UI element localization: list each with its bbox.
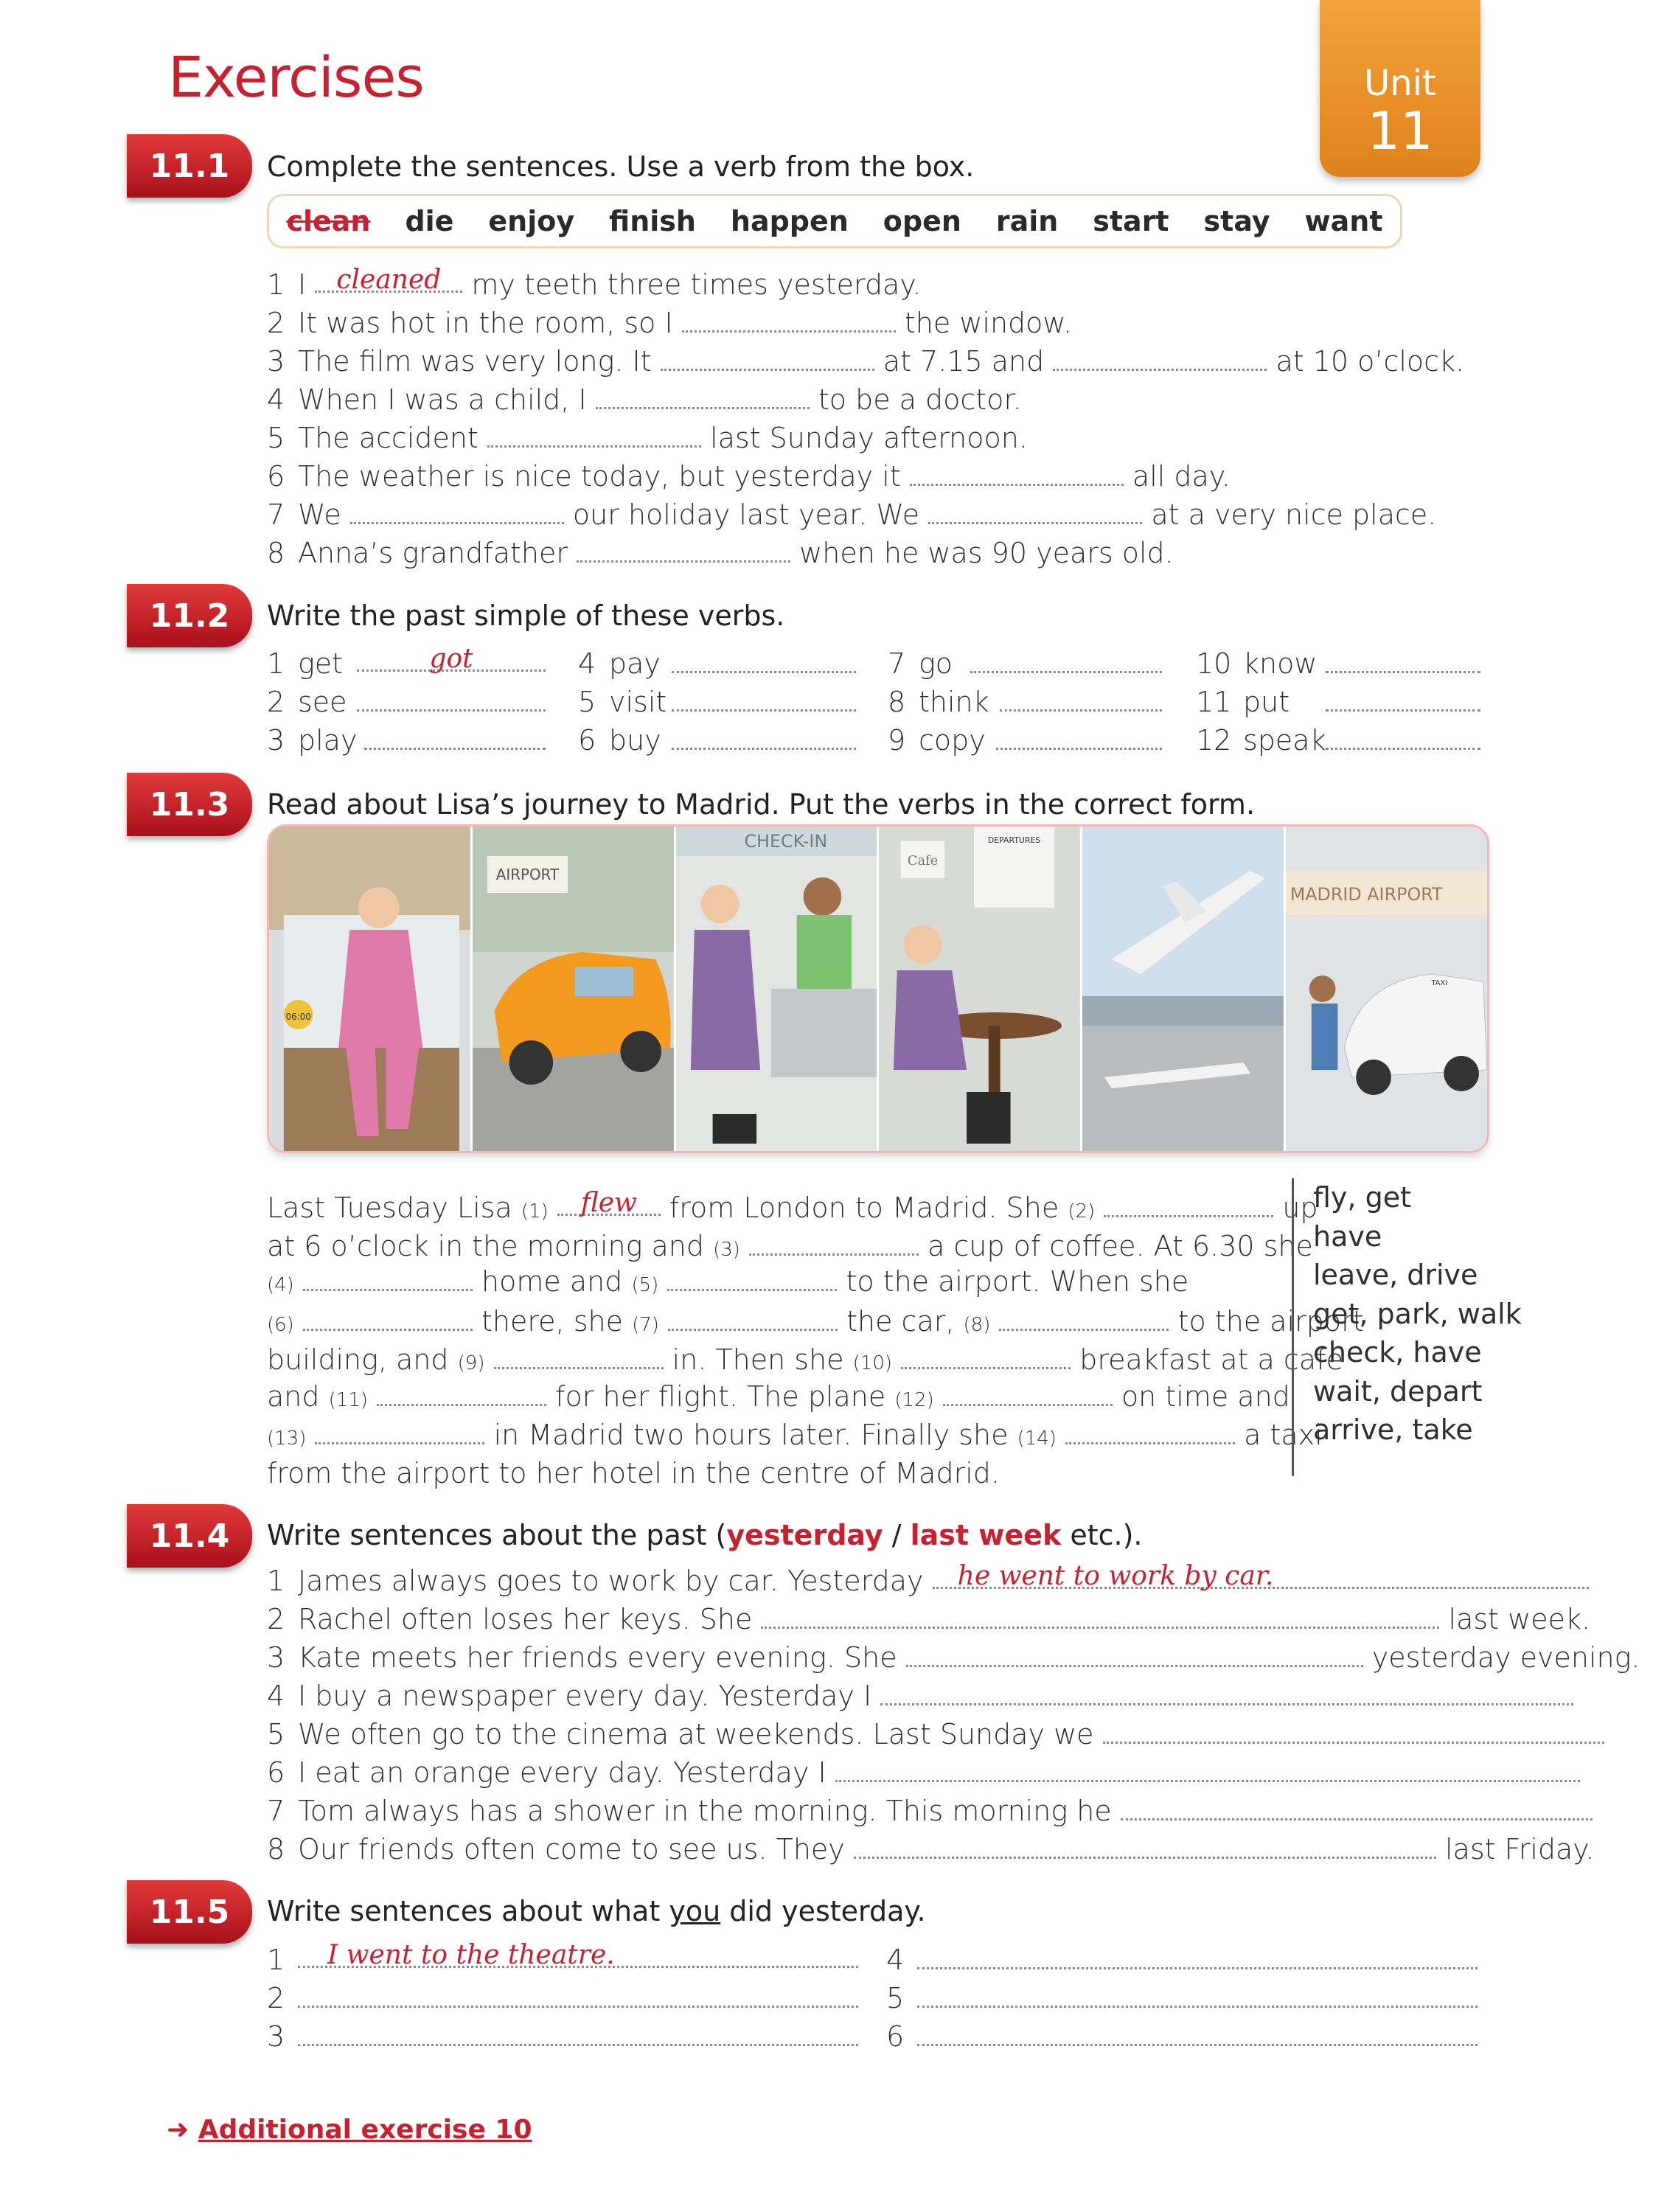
answer-blank[interactable] (377, 1382, 546, 1406)
answer-blank[interactable] (1121, 1796, 1593, 1820)
verb-item: 8 think (888, 686, 1162, 718)
answer-blank[interactable] (303, 1307, 473, 1331)
sentence-text: The weather is nice today, but yesterday it (298, 460, 901, 493)
sentence-line (267, 422, 1028, 454)
additional-exercise-link[interactable] (167, 2115, 532, 2145)
answer-blank[interactable] (996, 726, 1162, 750)
answer-blank[interactable] (917, 1945, 1478, 1969)
sentence-text: our holiday last year. We (572, 498, 920, 531)
exercise-instruction: Read about Lisa’s journey to Madrid. Put the verbs in the correct form. (267, 788, 1256, 821)
answer-blank[interactable] (298, 1940, 858, 1970)
hint-item: have (1313, 1220, 1382, 1253)
answer-blank[interactable] (928, 500, 1142, 524)
answer-blank[interactable] (901, 1345, 1071, 1369)
sentence-text: when he was 90 years old. (799, 537, 1174, 569)
write-line: 3 (267, 2020, 858, 2053)
sentence-line: 1 James always goes to work by car. Yesterday he went to work by car. (267, 1565, 1589, 1597)
sentence-text: all day. (1132, 460, 1231, 493)
box-word: rain (995, 205, 1059, 237)
answer-blank[interactable] (761, 1604, 1439, 1629)
keyword-last-week: last week (910, 1519, 1062, 1551)
answer-text: flew (580, 1188, 637, 1218)
sentence-text: The film was very long. It (298, 345, 652, 378)
exercise-badge-11-1: 11.1 (127, 134, 252, 198)
answer-blank[interactable] (1326, 687, 1480, 712)
answer-blank[interactable] (298, 1983, 858, 2008)
answer-blank[interactable] (596, 385, 810, 409)
answer-text: he went to work by car. (957, 1561, 1274, 1591)
hint-item: check, have (1313, 1336, 1482, 1368)
unit-tab (1320, 0, 1480, 177)
answer-blank[interactable] (667, 1267, 837, 1291)
answer-blank[interactable] (917, 1983, 1478, 2008)
sentence-text: my teeth three times yesterday. (471, 268, 922, 301)
verb-item: 7 go (888, 647, 1162, 680)
answer-blank[interactable] (364, 726, 546, 750)
sentence-line (267, 460, 1231, 493)
write-line: 1 I went to the theatre. (267, 1944, 858, 1976)
story-line: from the airport to her hotel in the centre of Madrid. (267, 1457, 1000, 1489)
answer-blank[interactable] (1104, 1193, 1273, 1217)
exercise-badge-11-3: 11.3 (127, 773, 252, 836)
sentence-text: the window. (904, 307, 1073, 339)
story-line: (4) home and (5) to the airport. When she (267, 1265, 1189, 1298)
sentence-text: at a very nice place. (1151, 498, 1437, 531)
hint-item: get, park, walk (1313, 1297, 1522, 1330)
story-line: building, and (9) in. Then she (10) breakfast at a cafe (267, 1343, 1343, 1376)
answer-blank[interactable] (1053, 347, 1267, 371)
box-word: clean (286, 205, 371, 237)
answer-blank[interactable] (999, 1307, 1169, 1331)
box-word: finish (609, 205, 696, 237)
additional-exercise-text: Additional exercise 10 (198, 2115, 532, 2145)
verb-item: 4 pay (578, 647, 856, 680)
story-line: (6) there, she (7) the car, (8) to the airport (267, 1305, 1364, 1338)
verb-item: 1 get got (267, 647, 546, 680)
item-number: 5 (267, 422, 285, 454)
sentence-line (267, 265, 922, 301)
answer-blank[interactable] (494, 1345, 664, 1369)
answer-blank[interactable] (298, 2022, 858, 2046)
sentence-text: When I was a child, I (298, 383, 587, 416)
sentence-text: to be a doctor. (818, 383, 1022, 416)
answer-blank[interactable] (1103, 1719, 1604, 1744)
box-word: happen (730, 205, 849, 237)
sentence-line (267, 498, 1436, 531)
answer-blank[interactable] (906, 1643, 1363, 1667)
sentence-text: It was hot in the room, so I (298, 307, 673, 339)
answer-blank[interactable] (577, 538, 790, 563)
sentence-line: 5 We often go to the cinema at weekends. Last Sunday we (267, 1718, 1604, 1750)
verb-item: 3 play (267, 724, 546, 757)
write-line: 4 (886, 1944, 1478, 1976)
answer-text: I went to the theatre. (327, 1940, 615, 1970)
item-number: 7 (267, 498, 285, 531)
verb-item: 5 visit (578, 686, 856, 718)
exercise-badge-11-5: 11.5 (127, 1880, 252, 1944)
keyword-yesterday: yesterday (726, 1519, 883, 1551)
sentence-text: at 7.15 and (883, 345, 1045, 378)
panel-car (473, 827, 676, 1151)
cafe-sign-text: Cafe (908, 852, 939, 869)
hint-item: leave, drive (1313, 1259, 1478, 1291)
panel-plane (1082, 827, 1286, 1151)
answer-blank[interactable] (487, 423, 701, 448)
sentence-text: We (298, 498, 341, 531)
box-word: want (1304, 205, 1383, 237)
item-number: 1 (267, 268, 285, 301)
story-line: and (11) for her flight. The plane (12) on time and (267, 1380, 1290, 1413)
write-line: 5 (886, 1982, 1478, 2014)
madrid-airport-sign-text: MADRID AIRPORT (1290, 883, 1443, 905)
box-word: die (405, 205, 454, 237)
sentence-text: at 10 o’clock. (1276, 345, 1465, 378)
airport-sign-text: AIRPORT (495, 866, 559, 884)
verb-item: 11 put (1196, 686, 1480, 718)
box-word: start (1093, 205, 1169, 237)
box-word: enjoy (488, 205, 575, 237)
departures-sign-text: DEPARTURES (988, 835, 1041, 846)
box-word: open (883, 205, 961, 237)
verb-item: 12 speak (1196, 724, 1480, 757)
item-number: 3 (267, 345, 285, 378)
verb-item: 9 copy (888, 724, 1162, 757)
story-line: (13) in Madrid two hours later. Finally she (14) a taxi (267, 1419, 1323, 1451)
panel-bedroom (269, 827, 473, 1151)
answer-blank[interactable] (668, 1307, 838, 1331)
answer-blank[interactable] (661, 347, 874, 371)
answer-blank[interactable] (943, 1382, 1113, 1406)
write-line: 2 (267, 1982, 858, 2014)
hint-item: arrive, take (1313, 1413, 1473, 1446)
verb-item: 6 buy (578, 724, 856, 757)
clock-text: 06:00 (285, 1011, 311, 1023)
answer-blank[interactable] (672, 649, 856, 673)
answer-blank[interactable] (557, 1188, 661, 1218)
illustration-strip (267, 824, 1489, 1153)
story-line: at 6 o’clock in the morning and (3) a cup of coffee. At 6.30 she (267, 1230, 1313, 1262)
exercise-instruction: Write the past simple of these verbs. (267, 599, 785, 632)
sentence-line: 3 Kate meets her friends every evening. She yesterday evening. (267, 1641, 1640, 1674)
panel-checkin (676, 827, 880, 1151)
sentence-text: The accident (298, 422, 478, 454)
checkin-sign-text: CHECK-IN (744, 830, 827, 852)
unit-number: 11 (1367, 101, 1433, 161)
sentence-text: I (298, 268, 307, 301)
word-box (267, 194, 1402, 248)
sentence-line (267, 383, 1022, 416)
hint-item: wait, depart (1313, 1374, 1483, 1408)
answer-blank[interactable] (672, 687, 856, 712)
sentence-line: 6 I eat an orange every day. Yesterday I (267, 1756, 1580, 1789)
answer-blank[interactable] (315, 265, 462, 295)
answer-blank[interactable] (1065, 1420, 1235, 1444)
item-number: 4 (267, 383, 285, 416)
verb-item: 2 see (267, 686, 546, 718)
answer-blank[interactable] (303, 1267, 473, 1291)
taxi-sign-text: TAXI (1431, 978, 1448, 988)
panel-cafe (879, 827, 1082, 1151)
answer-blank[interactable] (970, 649, 1162, 673)
unit-label: Unit (1364, 63, 1436, 104)
answer-blank[interactable] (350, 500, 564, 524)
panel-taxi (1286, 827, 1487, 1151)
answer-blank[interactable] (1326, 649, 1480, 673)
exercise-instruction: Write sentences about what you did yesterday. (267, 1895, 926, 1927)
answer-blank[interactable] (1000, 687, 1162, 712)
answer-blank[interactable] (357, 687, 546, 712)
item-number: 8 (267, 537, 285, 569)
answer-blank[interactable] (854, 1834, 1436, 1859)
item-number: 6 (267, 460, 285, 493)
sentence-text: last Sunday afternoon. (710, 422, 1028, 454)
exercise-badge-11-4: 11.4 (127, 1504, 252, 1568)
hint-item: fly, get (1313, 1181, 1411, 1214)
page-title: Exercises (168, 44, 424, 110)
answer-blank[interactable] (749, 1231, 919, 1256)
write-line: 6 (886, 2020, 1478, 2053)
exercise-instruction: Complete the sentences. Use a verb from the box. (267, 150, 975, 183)
sentence-line (267, 307, 1072, 339)
answer-text: cleaned (336, 265, 442, 295)
sentence-line: 2 Rachel often loses her keys. She last week. (267, 1603, 1591, 1635)
sentence-line: 4 I buy a newspaper every day. Yesterday I (267, 1680, 1573, 1712)
answer-text: got (429, 644, 473, 674)
keyword-you: you (669, 1895, 721, 1927)
exercise-instruction: Write sentences about the past (yesterday / last week etc.). (267, 1519, 1143, 1551)
answer-blank[interactable] (315, 1420, 484, 1444)
answer-blank[interactable] (682, 308, 896, 333)
sentence-line (267, 345, 1464, 378)
exercise-badge-11-2: 11.2 (127, 584, 252, 647)
answer-blank[interactable] (357, 644, 546, 674)
answer-blank[interactable] (835, 1758, 1580, 1782)
verb-hints (1292, 1178, 1522, 1476)
answer-blank[interactable] (880, 1681, 1573, 1705)
sentence-line: 7 Tom always has a shower in the morning. This morning he (267, 1795, 1593, 1827)
answer-blank[interactable] (672, 726, 856, 750)
sentence-text: Anna’s grandfather (298, 537, 568, 569)
sentence-line: 8 Our friends often come to see us. They last Friday. (267, 1833, 1595, 1865)
sentence-line (267, 537, 1174, 569)
verb-item: 10 know (1196, 647, 1480, 680)
box-word: stay (1203, 205, 1270, 237)
answer-blank[interactable] (933, 1561, 1589, 1591)
item-number: 2 (267, 307, 285, 339)
answer-blank[interactable] (917, 2022, 1478, 2046)
arrow-right-icon: ➜ (167, 2115, 189, 2145)
answer-blank[interactable] (1326, 726, 1480, 750)
story-line: Last Tuesday Lisa (1) flew from London to Madrid. She (2) up (267, 1188, 1318, 1224)
answer-blank[interactable] (910, 462, 1124, 486)
